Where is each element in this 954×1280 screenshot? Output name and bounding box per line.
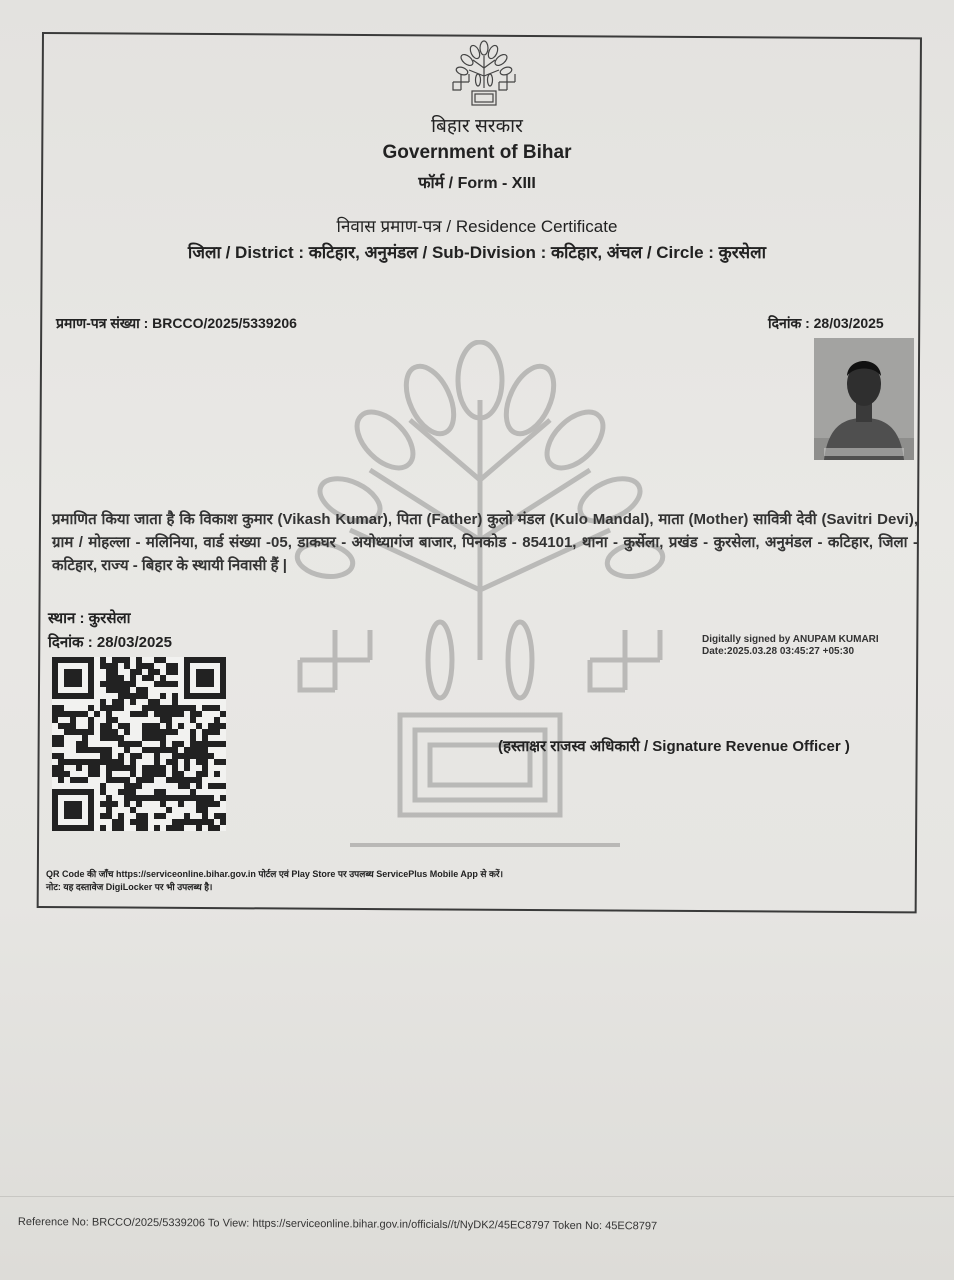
digital-signature-signer: Digitally signed by ANUPAM KUMARI xyxy=(702,634,879,645)
qr-code-icon[interactable] xyxy=(52,657,226,831)
issue-date-top: दिनांक : 28/03/2025 xyxy=(768,315,884,331)
certificate-body: प्रमाणित किया जाता है कि विकाश कुमार (Vikash Kumar), पिता (Father) कुलो मंडल (Kulo Mandal), माता (Mother) सावित्री देवी (Savitri Devi), ग्राम / मोहल्ला - मलिनिया, वार्ड संख्या -05, डाकघर - अयोध्यागंज बाजार, पिनकोड - 854101, थाना - कुर्सेला, प्रखंड - कुरसेला, अनुमंडल - कटिहार, जिला - कटिहार, राज्य - बिहार के स्थायी निवासी हैं | xyxy=(52,511,918,574)
applicant-photo xyxy=(814,338,914,460)
place-field: स्थान : कुरसेला xyxy=(48,610,131,627)
bodhi-tree-emblem-icon xyxy=(445,38,523,108)
header-hindi-title: बिहार सरकार xyxy=(431,116,523,137)
issue-date-bottom: दिनांक : 28/03/2025 xyxy=(48,634,172,651)
header-english-title: Government of Bihar xyxy=(382,142,572,163)
district-line: जिला / District : कटिहार, अनुमंडल / Sub-Division : कटिहार, अंचल / Circle : कुरसेला xyxy=(187,243,767,262)
digital-signature-date: Date:2025.03.28 03:45:27 +05:30 xyxy=(702,646,855,657)
footer-divider xyxy=(0,1196,954,1197)
form-number: फॉर्म / Form - XIII xyxy=(418,175,536,192)
certificate-title: निवास प्रमाण-पत्र / Residence Certificate xyxy=(336,217,618,236)
digilocker-note: नोट: यह दस्तावेज DigiLocker पर भी उपलब्ध है। xyxy=(46,882,213,892)
notes xyxy=(46,868,503,894)
qr-verification-note: QR Code की जाँच https://serviceonline.bihar.gov.in पोर्टल एवं Play Store पर उपलब्ध ServicePlus Mobile App से करें। xyxy=(46,869,503,879)
signature-label: (हस्ताक्षर राजस्व अधिकारी / Signature Revenue Officer ) xyxy=(498,738,850,755)
certificate-number: प्रमाण-पत्र संख्या : BRCCO/2025/5339206 xyxy=(56,315,297,331)
digital-signature-block xyxy=(702,634,879,658)
watermark-emblem-icon xyxy=(290,340,670,880)
reference-footer: Reference No: BRCCO/2025/5339206 To View: https://serviceonline.bihar.gov.in/officials//t/NyDK2/45EC8797 Token No: 45EC8797 xyxy=(17,1216,658,1233)
